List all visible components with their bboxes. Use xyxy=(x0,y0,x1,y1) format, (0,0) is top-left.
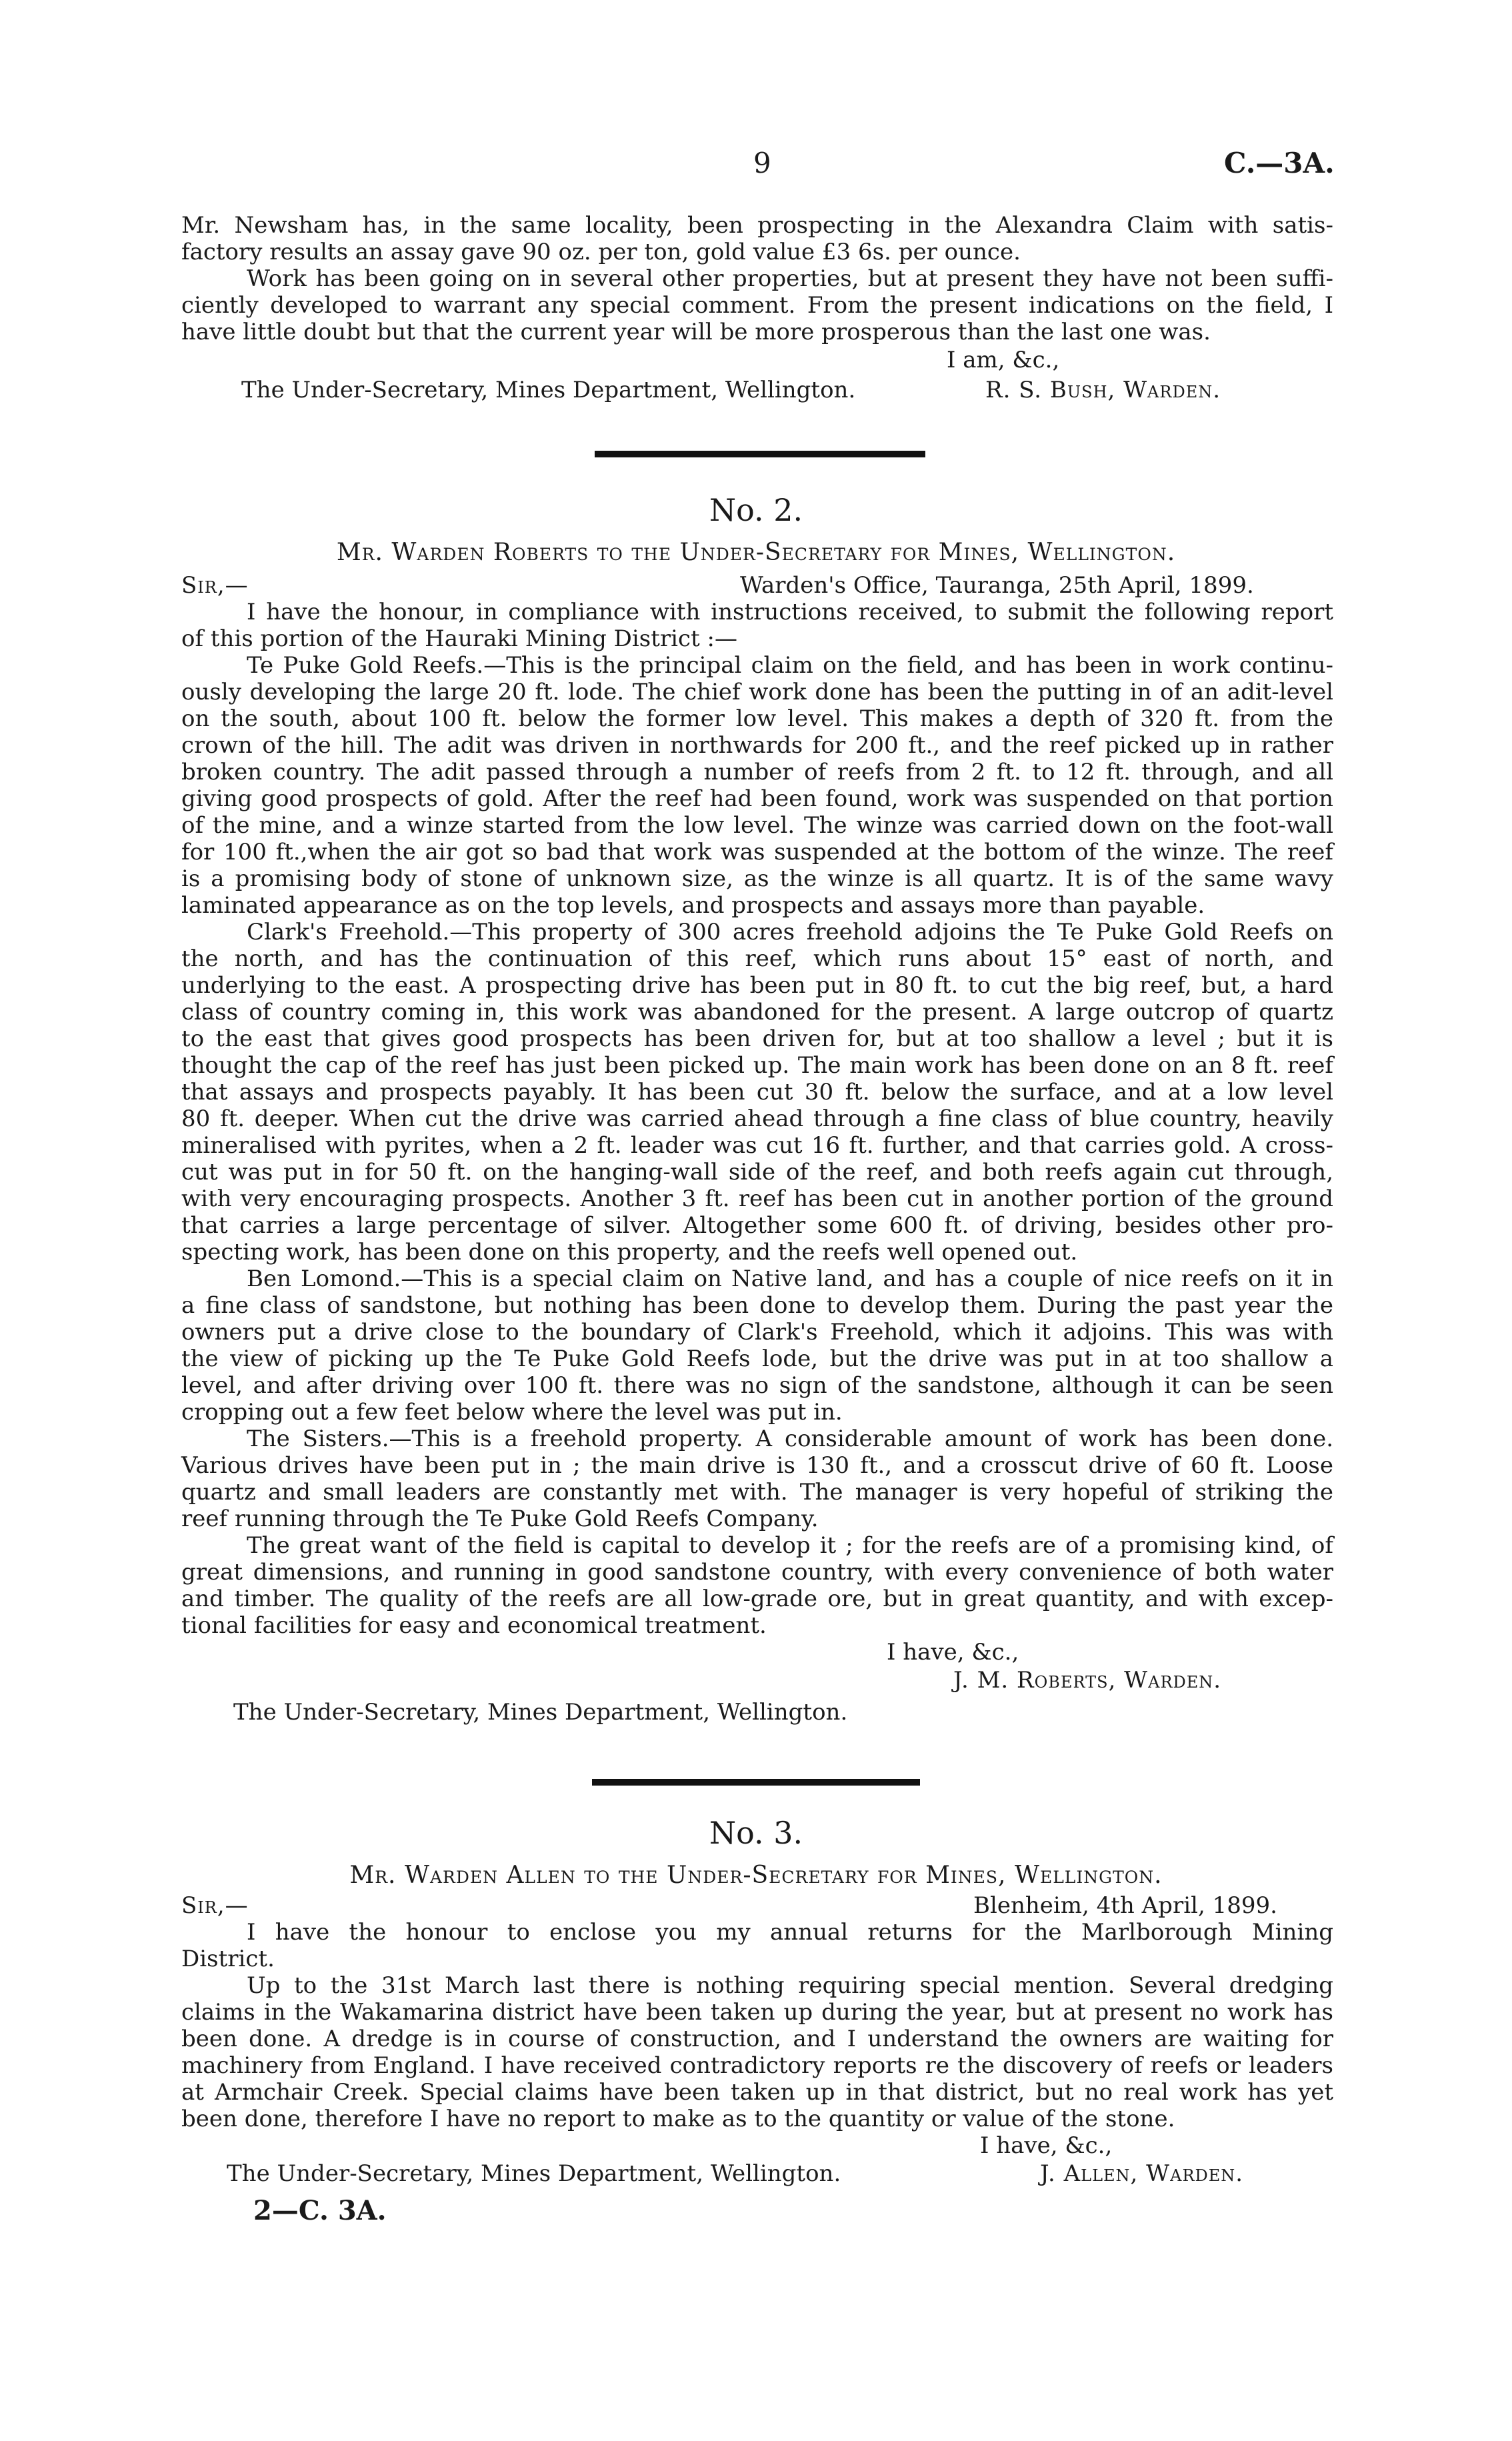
text-line: The Sisters.—This is a freehold property. A considerable amount of work has been done. xyxy=(247,1426,1333,1452)
text-line: to the east that gives good prospects has been driven for, but at too shallow a level ; but it is xyxy=(181,1025,1333,1052)
text-line: I have the honour to enclose you my annual returns for the Marlborough Mining xyxy=(247,1919,1333,1946)
place-date: Blenheim, 4th April, 1899. xyxy=(973,1892,1277,1919)
text-line: laminated appearance as on the top levels, and prospects and assays more than payable. xyxy=(181,892,1205,919)
text-line: great dimensions, and running in good sandstone country, with every convenience of both water xyxy=(181,1559,1333,1586)
addressee: The Under-Secretary, Mines Department, Wellington. xyxy=(233,1699,848,1726)
text-line: for 100 ft.,when the air got so bad that work was suspended at the bottom of the winze. The reef xyxy=(181,839,1333,865)
text-line: Ben Lomond.—This is a special claim on Native land, and has a couple of nice reefs on it in xyxy=(247,1266,1333,1292)
place-date: Warden's Office, Tauranga, 25th April, 1899. xyxy=(740,572,1254,599)
text-line: cropping out a few feet below where the level was put in. xyxy=(181,1399,843,1426)
text-line: ciently developed to warrant any special comment. From the present indications on the field, I xyxy=(181,292,1333,319)
letter-title: Mr. Warden Roberts to the Under-Secretary for Mines, Wellington. xyxy=(336,539,1176,566)
salutation: Sir,— xyxy=(181,572,249,599)
text-line: 80 ft. deeper. When cut the drive was carried ahead through a fine class of blue country, heavily xyxy=(181,1105,1333,1132)
text-line: level, and after driving over 100 ft. there was no sign of the sandstone, although it can be seen xyxy=(181,1372,1333,1399)
text-line: tional facilities for easy and economical treatment. xyxy=(181,1612,767,1639)
text-line: Work has been going on in several other properties, but at present they have not been suffi- xyxy=(247,265,1333,292)
text-line: the north, and has the continuation of this reef, which runs about 15° east of north, and xyxy=(181,945,1333,972)
text-line: crown of the hill. The adit was driven in northwards for 200 ft., and the reef picked up in rather xyxy=(181,732,1333,759)
text-line: Mr. Newsham has, in the same locality, been prospecting in the Alexandra Claim with satis- xyxy=(181,212,1333,239)
text-line: specting work, has been done on this property, and the reefs well opened out. xyxy=(181,1239,1078,1266)
text-line: I have the honour, in compliance with instructions received, to submit the following report xyxy=(247,599,1333,625)
text-line: that carries a large percentage of silver. Altogether some 600 ft. of driving, besides other pro- xyxy=(181,1212,1333,1239)
closing: I have, &c., xyxy=(980,2132,1113,2159)
text-line: on the south, about 100 ft. below the former low level. This makes a depth of 320 ft. from the xyxy=(181,705,1333,732)
signature-mark: 2—C. 3A. xyxy=(253,2195,387,2226)
text-line: is a promising body of stone of unknown size, as the winze is all quartz. It is of the same wavy xyxy=(181,865,1333,892)
letter-title: Mr. Warden Allen to the Under-Secretary for Mines, Wellington. xyxy=(349,1862,1163,1889)
closing: I have, &c., xyxy=(887,1639,1019,1666)
text-line: Various drives have been put in ; the main drive is 130 ft., and a crosscut drive of 60 ft. Loose xyxy=(181,1452,1333,1479)
paper-reference: C.—3A. xyxy=(1224,147,1335,179)
text-line: cut was put in for 50 ft. on the hanging-wall side of the reef, and both reefs again cut through, xyxy=(181,1159,1333,1185)
text-line: Up to the 31st March last there is nothing requiring special mention. Several dredging xyxy=(247,1972,1333,1999)
text-line: been done. A dredge is in course of construction, and I understand the owners are waiting for xyxy=(181,2026,1333,2052)
letter-number: No. 2. xyxy=(709,492,803,528)
signature: J. Allen, Warden. xyxy=(1040,2160,1244,2187)
signature: J. M. Roberts, Warden. xyxy=(953,1667,1222,1694)
text-line: the view of picking up the Te Puke Gold Reefs lode, but the drive was put in at too shallow a xyxy=(181,1346,1333,1372)
signature: R. S. Bush, Warden. xyxy=(985,377,1221,403)
text-line: of the mine, and a winze started from the low level. The winze was carried down on the foot-wall xyxy=(181,812,1333,839)
text-line: broken country. The adit passed through a number of reefs from 2 ft. to 12 ft. through, and all xyxy=(181,759,1333,785)
section-divider xyxy=(592,1779,920,1786)
addressee: The Under-Secretary, Mines Department, Wellington. xyxy=(241,377,856,403)
text-line: claims in the Wakamarina district have been taken up during the year, but at present no work has xyxy=(181,1999,1333,2026)
text-line: District. xyxy=(181,1946,275,1972)
text-line: Te Puke Gold Reefs.—This is the principal claim on the field, and has been in work continu- xyxy=(247,652,1333,679)
section-divider xyxy=(595,451,925,457)
text-line: have little doubt but that the current year will be more prosperous than the last one was. xyxy=(181,319,1211,345)
text-line: of this portion of the Hauraki Mining District :— xyxy=(181,625,737,652)
text-line: with very encouraging prospects. Another 3 ft. reef has been cut in another portion of the ground xyxy=(181,1185,1333,1212)
text-line: that assays and prospects payably. It has been cut 30 ft. below the surface, and at a low level xyxy=(181,1079,1333,1105)
text-line: giving good prospects of gold. After the reef had been found, work was suspended on that portion xyxy=(181,785,1333,812)
text-line: thought the cap of the reef has just been picked up. The main work has been done on an 8 ft. reef xyxy=(181,1052,1333,1079)
salutation: Sir,— xyxy=(181,1892,249,1919)
text-line: a fine class of sandstone, but nothing has been done to develop them. During the past year the xyxy=(181,1292,1333,1319)
text-line: been done, therefore I have no report to make as to the quantity or value of the stone. xyxy=(181,2106,1175,2132)
text-line: owners put a drive close to the boundary of Clark's Freehold, which it adjoins. This was with xyxy=(181,1319,1333,1346)
text-line: Clark's Freehold.—This property of 300 acres freehold adjoins the Te Puke Gold Reefs on xyxy=(247,919,1333,945)
text-line: and timber. The quality of the reefs are all low-grade ore, but in great quantity, and with excep- xyxy=(181,1586,1333,1612)
text-line: quartz and small leaders are constantly met with. The manager is very hopeful of striking the xyxy=(181,1479,1333,1506)
text-line: underlying to the east. A prospecting drive has been put in 80 ft. to cut the big reef, but, a hard xyxy=(181,972,1333,999)
text-line: ously developing the large 20 ft. lode. The chief work done has been the putting in of an adit-level xyxy=(181,679,1333,705)
text-line: reef running through the Te Puke Gold Reefs Company. xyxy=(181,1506,819,1532)
letter-number: No. 3. xyxy=(709,1815,803,1851)
text-line: The great want of the field is capital to develop it ; for the reefs are of a promising kind, of xyxy=(247,1532,1333,1559)
addressee: The Under-Secretary, Mines Department, Wellington. xyxy=(227,2160,841,2187)
page-number: 9 xyxy=(753,147,771,179)
text-line: factory results an assay gave 90 oz. per ton, gold value £3 6s. per ounce. xyxy=(181,239,1021,265)
text-line: machinery from England. I have received contradictory reports re the discovery of reefs or leaders xyxy=(181,2052,1333,2079)
text-line: class of country coming in, this work was abandoned for the present. A large outcrop of quartz xyxy=(181,999,1333,1025)
closing: I am, &c., xyxy=(947,347,1060,373)
text-line: mineralised with pyrites, when a 2 ft. leader was cut 16 ft. further, and that carries gold. A cross- xyxy=(181,1132,1333,1159)
text-line: at Armchair Creek. Special claims have been taken up in that district, but no real work has yet xyxy=(181,2079,1333,2106)
